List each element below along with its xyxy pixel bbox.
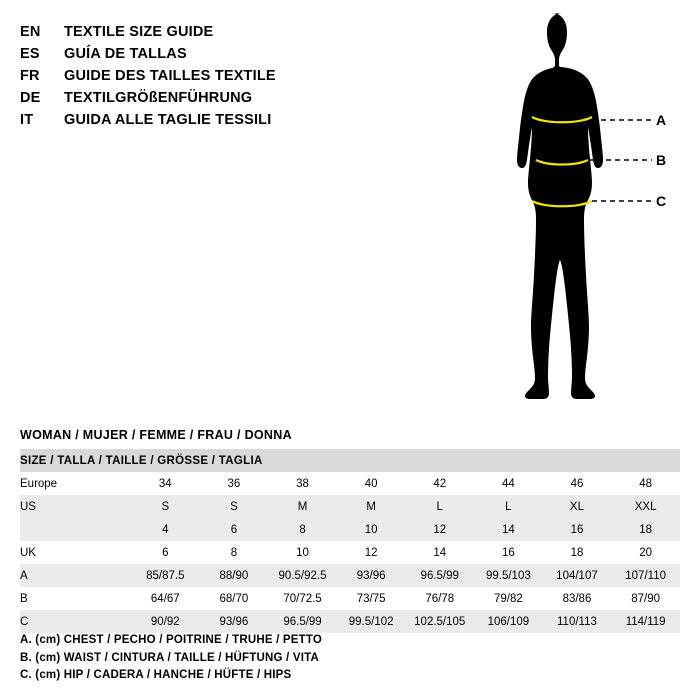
table-row (20, 495, 680, 518)
cell: 90.5/92.5 (268, 564, 337, 587)
cell: 102.5/105 (405, 610, 474, 633)
table-row (20, 587, 680, 610)
cell: M (337, 495, 406, 518)
cell: 40 (337, 472, 406, 495)
cell: 106/109 (474, 610, 543, 633)
language-title: GUÍA DE TALLAS (64, 46, 187, 62)
table-row (20, 541, 680, 564)
cell: 6 (131, 541, 200, 564)
cell: XL (543, 495, 612, 518)
cell: 99.5/103 (474, 564, 543, 587)
cell: 87/90 (611, 587, 680, 610)
legend-line-c: C. (cm) HIP / CADERA / HANCHE / HÜFTE / HIPS (20, 669, 292, 681)
cell: 107/110 (611, 564, 680, 587)
cell: L (474, 495, 543, 518)
row-label: B (20, 587, 131, 610)
language-title-block (20, 22, 500, 132)
language-title: TEXTILE SIZE GUIDE (64, 24, 214, 40)
cell: 4 (131, 518, 200, 541)
cell: L (405, 495, 474, 518)
cell: 8 (200, 541, 269, 564)
female-body-figure (470, 5, 700, 435)
language-title: GUIDA ALLE TAGLIE TESSILI (64, 112, 272, 128)
measure-label-a: A (656, 112, 667, 128)
table-row (20, 518, 680, 541)
cell: 48 (611, 472, 680, 495)
cell: XXL (611, 495, 680, 518)
cell: 8 (268, 518, 337, 541)
cell: S (200, 495, 269, 518)
cell: 36 (200, 472, 269, 495)
cell: 85/87.5 (131, 564, 200, 587)
language-title: TEXTILGRÖßENFÜHRUNG (64, 90, 253, 106)
row-label (20, 518, 131, 541)
cell: 18 (543, 541, 612, 564)
language-code: FR (20, 68, 40, 84)
cell: 73/75 (337, 587, 406, 610)
language-title: GUIDE DES TAILLES TEXTILE (64, 68, 276, 84)
row-label: US (20, 495, 131, 518)
cell: 10 (268, 541, 337, 564)
language-row (20, 88, 500, 108)
size-table (20, 449, 680, 633)
cell: S (131, 495, 200, 518)
table-header-label: SIZE / TALLA / TAILLE / GRÖSSE / TAGLIA (20, 449, 680, 472)
cell: 114/119 (611, 610, 680, 633)
size-table-section (20, 428, 680, 633)
cell: 96.5/99 (268, 610, 337, 633)
cell: 46 (543, 472, 612, 495)
cell: 64/67 (131, 587, 200, 610)
cell: 16 (474, 541, 543, 564)
cell: 10 (337, 518, 406, 541)
language-row (20, 110, 500, 130)
section-title: WOMAN / MUJER / FEMME / FRAU / DONNA (20, 428, 292, 442)
cell: 42 (405, 472, 474, 495)
cell: 38 (268, 472, 337, 495)
table-row (20, 610, 680, 633)
language-row (20, 66, 500, 86)
cell: 104/107 (543, 564, 612, 587)
cell: 18 (611, 518, 680, 541)
cell: 34 (131, 472, 200, 495)
measure-label-c: C (656, 193, 667, 209)
measure-label-b: B (656, 152, 667, 168)
cell: M (268, 495, 337, 518)
row-label: Europe (20, 472, 131, 495)
language-row (20, 22, 500, 42)
table-header-row (20, 449, 680, 472)
language-code: IT (20, 112, 34, 128)
cell: 14 (474, 518, 543, 541)
cell: 83/86 (543, 587, 612, 610)
row-label: C (20, 610, 131, 633)
measure-label-group (656, 5, 696, 435)
cell: 88/90 (200, 564, 269, 587)
cell: 68/70 (200, 587, 269, 610)
row-label: UK (20, 541, 131, 564)
cell: 16 (543, 518, 612, 541)
measurement-legend (20, 632, 520, 685)
row-label: A (20, 564, 131, 587)
cell: 79/82 (474, 587, 543, 610)
cell: 93/96 (337, 564, 406, 587)
table-row (20, 564, 680, 587)
cell: 76/78 (405, 587, 474, 610)
language-code: EN (20, 24, 41, 40)
language-code: DE (20, 90, 41, 106)
cell: 93/96 (200, 610, 269, 633)
legend-line-a: A. (cm) CHEST / PECHO / POITRINE / TRUHE / PETTO (20, 634, 323, 646)
cell: 12 (337, 541, 406, 564)
cell: 14 (405, 541, 474, 564)
cell: 44 (474, 472, 543, 495)
cell: 90/92 (131, 610, 200, 633)
cell: 110/113 (543, 610, 612, 633)
cell: 99.5/102 (337, 610, 406, 633)
cell: 12 (405, 518, 474, 541)
language-row (20, 44, 500, 64)
table-row (20, 472, 680, 495)
language-code: ES (20, 46, 40, 62)
cell: 20 (611, 541, 680, 564)
cell: 6 (200, 518, 269, 541)
legend-line-b: B. (cm) WAIST / CINTURA / TAILLE / HÜFTUNG / VITA (20, 651, 319, 664)
cell: 96.5/99 (405, 564, 474, 587)
cell: 70/72.5 (268, 587, 337, 610)
